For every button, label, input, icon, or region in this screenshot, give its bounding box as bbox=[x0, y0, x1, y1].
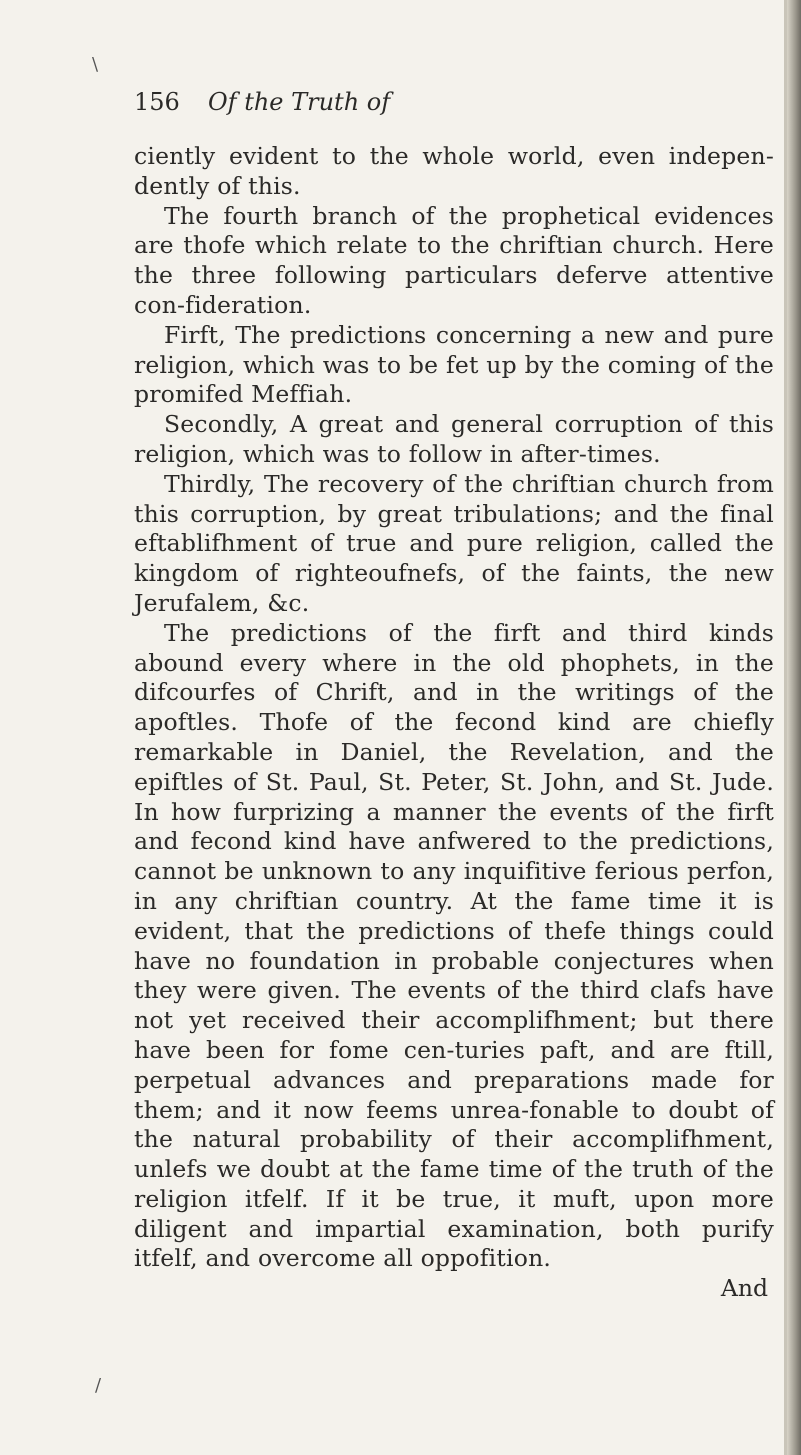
running-title: Of the Truth of bbox=[208, 88, 391, 116]
paragraph-fourth-branch: The fourth branch of the prophetical evidences are thofe which relate to the chriftian church. Here the three following particulars deferve attentive con-fideration. bbox=[134, 201, 774, 319]
book-page bbox=[134, 88, 774, 1304]
paragraph-continuation: ciently evident to the whole world, even indepen-dently of this. bbox=[134, 142, 774, 200]
paragraph-thirdly: Thirdly, The recovery of the chriftian church from this corruption, by great tribulations; and the final eftablifhment of true and pure religion, called the kingdom of righteoufnefs, of the faints, the new Jerufalem, &c. bbox=[134, 469, 774, 617]
margin-mark-bottom: / bbox=[95, 1375, 102, 1396]
page-number: 156 bbox=[134, 88, 180, 116]
paragraph-predictions: The predictions of the firft and third kinds abound every where in the old phophets, in the difcourfes of Chrift, and in the writings of the apoftles. Thofe of the fecond kind are chiefly remarkable in Daniel, the Revelation, and the epiftles of St. Paul, St. Peter, St. John, and St. Jude. In how furprizing a manner the events of the firft and fecond kind have anfwered to the predictions, cannot be unknown to any inquifitive ferious perfon, in any chriftian country. At the fame time it is evident, that the predictions of thefe things could have no foundation in probable conjectures when they were given. The events of the third clafs have not yet received their accomplifhment; but there have been for fome cen-turies paft, and are ftill, perpetual advances and preparations made for them; and it now feems unrea-fonable to doubt of the natural probability of their accomplifhment, unlefs we doubt at the fame time of the truth of the religion itfelf. If it be true, it muft, upon more diligent and impartial examination, both purify itfelf, and overcome all oppofition. bbox=[134, 618, 774, 1273]
paragraph-first: Firft, The predictions concerning a new and pure religion, which was to be fet up by the coming of the promifed Meffiah. bbox=[134, 320, 774, 409]
page-edge-shadow bbox=[787, 0, 801, 1455]
paragraph-secondly: Secondly, A great and general corruption of this religion, which was to follow in after-times. bbox=[134, 410, 774, 468]
running-header bbox=[134, 88, 774, 128]
margin-mark: \ bbox=[92, 54, 99, 75]
catchword: And bbox=[720, 1274, 768, 1303]
